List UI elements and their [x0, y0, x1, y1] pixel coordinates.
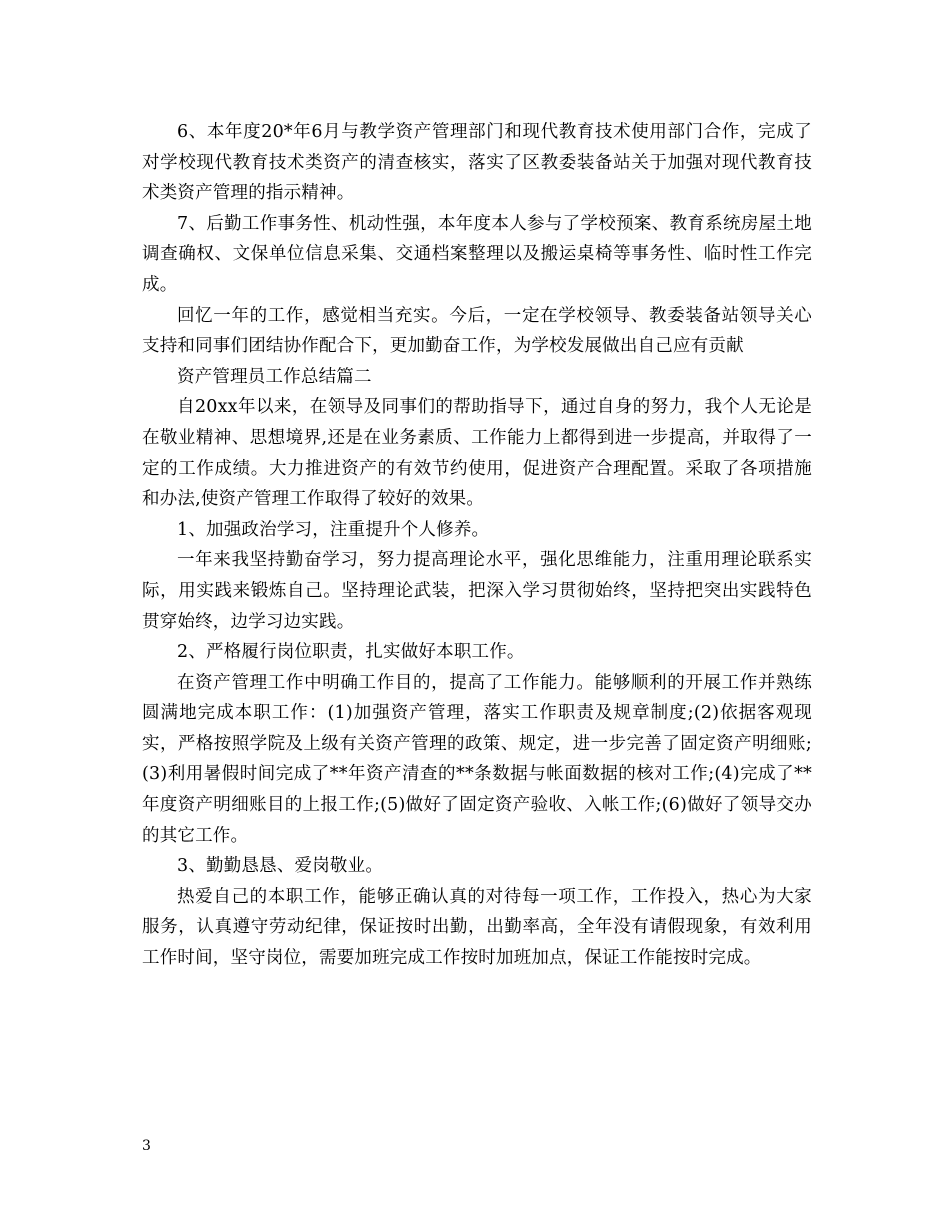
- body-text: [142, 117, 812, 974]
- paragraph-item-6: 6、本年度20*年6月与教学资产管理部门和现代教育技术使用部门合作，完成了对学校现代教育技术类资产的清查核实，落实了区教委装备站关于加强对现代教育技术类资产管理的指示精神。: [142, 122, 812, 204]
- paragraph-duties: 在资产管理工作中明确工作目的，提高了工作能力。能够顺利的开展工作并熟练圆满地完成本职工作：(1)加强资产管理，落实工作职责及规章制度;(2)依据客观现实，严格按照学院及上级有关资产管理的政策、规定，进一步完善了固定资产明细账;(3)利用暑假时间完成了**年资产清查的**条数据与帐面数据的核对工作;(4)完成了**年度资产明细账目的上报工作;(5)做好了固定资产验收、入帐工作;(6)做好了领导交办的其它工作。: [142, 672, 812, 846]
- page-number: 3: [142, 1138, 151, 1154]
- section-heading: 资产管理员工作总结篇二: [177, 366, 372, 387]
- paragraph-dedication: 热爱自己的本职工作，能够正确认真的对待每一项工作，工作投入，热心为大家服务，认真遵守劳动纪律，保证按时出勤，出勤率高，全年没有请假现象，有效利用工作时间，坚守岗位，需要加班完成工作按时加班加点，保证工作能按时完成。: [142, 886, 812, 969]
- subheading-3: 3、勤勤恳恳、爱岗敬业。: [177, 856, 384, 877]
- subheading-1: 1、加强政治学习，注重提升个人修养。: [177, 519, 490, 540]
- paragraph-intro: 自20xx年以来，在领导及同事们的帮助指导下，通过自身的努力，我个人无论是在敬业精神、思想境界,还是在业务素质、工作能力上都得到进一步提高，并取得了一定的工作成绩。大力推进资产的有效节约使用，促进资产合理配置。采取了各项措施和办法,使资产管理工作取得了较好的效果。: [142, 397, 812, 510]
- paragraph-conclusion: 回忆一年的工作，感觉相当充实。今后，一定在学校领导、教委装备站领导关心支持和同事们团结协作配合下，更加勤奋工作，为学校发展做出自己应有贡献: [142, 305, 812, 357]
- paragraph-item-7: 7、后勤工作事务性、机动性强，本年度本人参与了学校预案、教育系统房屋土地调查确权、文保单位信息采集、交通档案整理以及搬运桌椅等事务性、临时性工作完成。: [142, 213, 812, 295]
- subheading-2: 2、严格履行岗位职责，扎实做好本职工作。: [177, 642, 525, 663]
- paragraph-study: 一年来我坚持勤奋学习，努力提高理论水平，强化思维能力，注重用理论联系实际，用实践来锻炼自己。坚持理论武装，把深入学习贯彻始终，坚持把突出实践特色贯穿始终，边学习边实践。: [142, 550, 812, 632]
